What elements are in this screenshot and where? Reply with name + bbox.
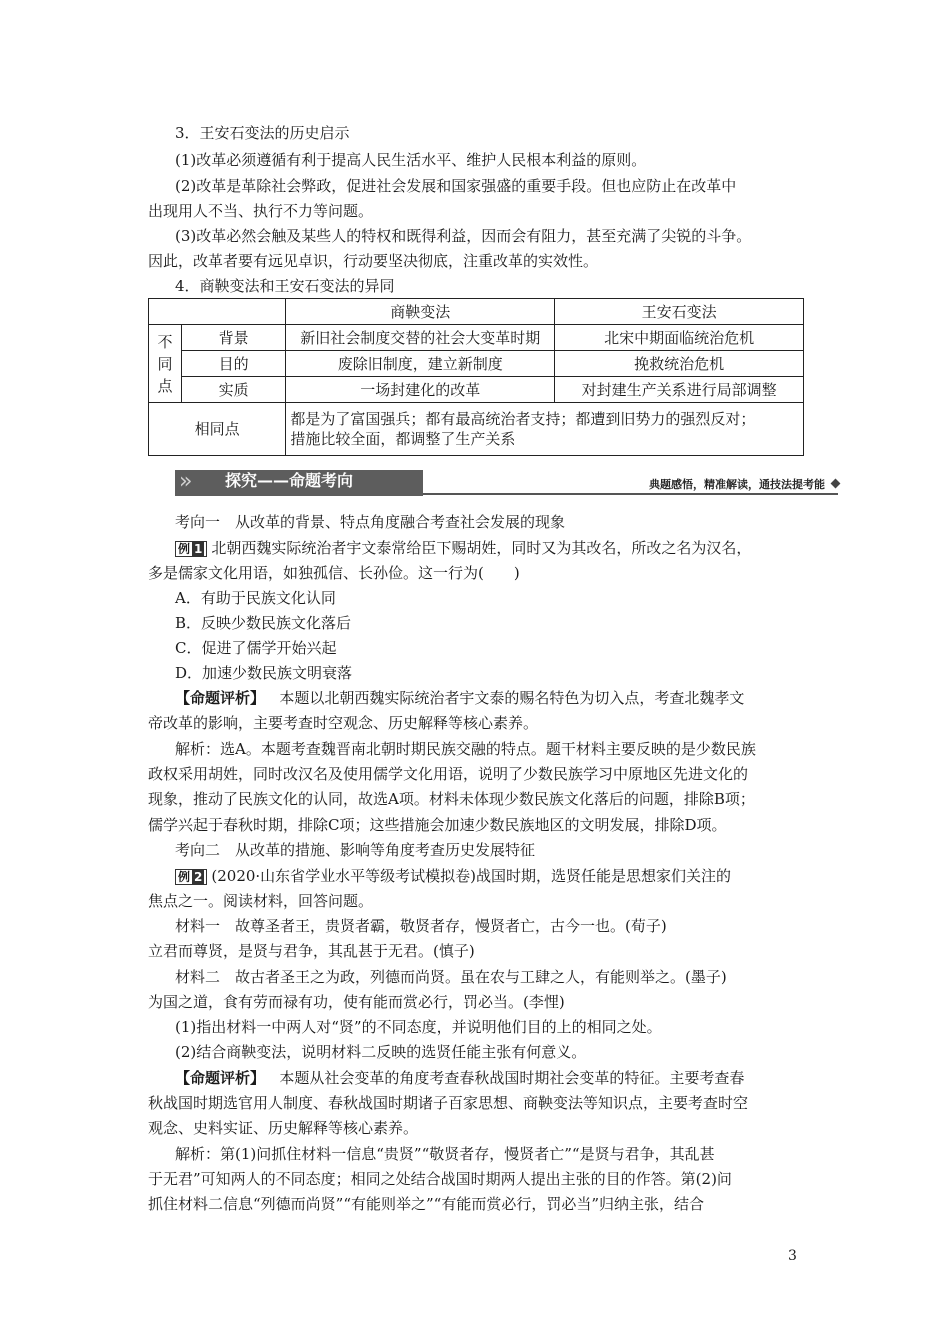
- option-d: D．加速少数民族文明衰落: [175, 664, 353, 682]
- paragraph: 帝改革的影响，主要考查时空观念、历史解释等核心素养。: [148, 714, 539, 732]
- paragraph: 观念、史料实证、历史解释等核心素养。: [148, 1119, 419, 1137]
- table-row: [149, 377, 804, 403]
- table-row: [149, 403, 804, 456]
- example2-question: 例 2 (2020·山东省学业水平等级考试模拟卷)战国时期，选贤任能是思想家们关注的: [175, 866, 835, 886]
- paragraph: 因此，改革者要有远见卓识，行动要坚决彻底，注重改革的实效性。: [148, 252, 599, 270]
- option-b: B．反映少数民族文化落后: [175, 614, 352, 632]
- evaluation: 【命题评析】 本题从社会变革的角度考查春秋战国时期社会变革的特征。主要考查春: [175, 1069, 745, 1087]
- material: 材料二 故古者圣王之为政，列德而尚贤。虽在农与工肆之人，有能则举之。(墨子): [175, 968, 727, 986]
- table-header-row: [149, 299, 804, 325]
- evaluation: 【命题评析】 本题以北朝西魏实际统治者宇文泰的赐名特色为切入点，考查北魏孝文: [175, 689, 745, 707]
- evaluation-label: 【命题评析】: [175, 1069, 266, 1087]
- material: 立君而尊贤，是贤与君争，其乱甚于无君。(慎子): [148, 942, 475, 960]
- same-text-line: 措施比较全面，都调整了生产关系: [290, 430, 516, 448]
- table-header-cell: 商鞅变法: [286, 299, 555, 325]
- example-tag: 例 1: [175, 541, 207, 557]
- table-cell: 挽救统治危机: [555, 351, 804, 377]
- paragraph: 于无君”可知两人的不同态度；相同之处结合战国时期两人提出主张的目的作答。第(2)问: [148, 1170, 732, 1188]
- table-cell: 北宋中期面临统治危机: [555, 325, 804, 351]
- section3-heading: 3．王安石变法的历史启示: [175, 124, 350, 142]
- diff-label: 不同点: [157, 332, 173, 395]
- subquestion: (2)结合商鞅变法，说明材料二反映的选贤任能主张有何意义。: [175, 1043, 587, 1061]
- paragraph: 儒学兴起于春秋时期，排除C项；这些措施会加速少数民族地区的文明发展，排除D项。: [148, 816, 727, 834]
- table-cell: 废除旧制度，建立新制度: [286, 351, 555, 377]
- table-row: [149, 351, 804, 377]
- answer: 解析：第(1)问抓住材料一信息“贵贤”“敬贤者存，慢贤者亡”“是贤与君争，其乱甚: [175, 1145, 715, 1163]
- diff-label-cell: [149, 325, 182, 403]
- comparison-table: [148, 298, 804, 456]
- paragraph: 秋战国时期选官用人制度、春秋战国时期诸子百家思想、商鞅变法等知识点，主要考查时空: [148, 1094, 749, 1112]
- paragraph: 多是儒家文化用语，如独孤信、长孙俭。这一行为( ): [148, 564, 520, 582]
- table-cell: 新旧社会制度交替的社会大变革时期: [286, 325, 555, 351]
- direction2-heading: 考向二 从改革的措施、影响等角度考查历史发展特征: [175, 841, 536, 859]
- option-c: C．促进了儒学开始兴起: [175, 639, 337, 657]
- table-row-label: 实质: [182, 377, 286, 403]
- paragraph: 抓住材料二信息“列德而尚贤”“有能则举之”“有能而赏必行，罚必当”归纳主张，结合: [148, 1195, 705, 1213]
- banner-divider: [423, 493, 838, 495]
- paragraph: (2)改革是革除社会弊政，促进社会发展和国家强盛的重要手段。但也应防止在改革中: [175, 177, 737, 195]
- paragraph: 现象，推动了民族文化的认同，故选A项。材料未体现少数民族文化落后的问题，排除B项；: [148, 790, 755, 808]
- double-chevron-icon: »: [179, 469, 193, 494]
- paragraph: 出现用人不当、执行不力等问题。: [148, 202, 374, 220]
- evaluation-label: 【命题评析】: [175, 689, 266, 707]
- subquestion: (1)指出材料一中两人对“贤”的不同态度，并说明他们目的上的相同之处。: [175, 1018, 662, 1036]
- table-row-label: 目的: [182, 351, 286, 377]
- same-label-cell: 相同点: [149, 403, 286, 456]
- same-text-line: 都是为了富国强兵；都有最高统治者支持；都遭到旧势力的强烈反对；: [290, 410, 756, 428]
- section-banner: [175, 468, 855, 498]
- diamond-icon: [831, 479, 841, 489]
- answer: 解析：选A。本题考查魏晋南北朝时期民族交融的特点。题干材料主要反映的是少数民族: [175, 740, 756, 758]
- section4-heading: 4．商鞅变法和王安石变法的异同: [175, 277, 395, 295]
- paragraph: 政权采用胡姓，同时改汉名及使用儒学文化用语，说明了少数民族学习中原地区先进文化的: [148, 765, 749, 783]
- paragraph: (1)改革必须遵循有利于提高人民生活水平、维护人民根本利益的原则。: [175, 151, 647, 169]
- paragraph: 焦点之一。阅读材料，回答问题。: [148, 892, 374, 910]
- option-a: A．有助于民族文化认同: [175, 589, 336, 607]
- table-row-label: 背景: [182, 325, 286, 351]
- table-row: [149, 325, 804, 351]
- table-corner-cell: [149, 299, 286, 325]
- paragraph: (3)改革必然会触及某些人的特权和既得利益，因而会有阻力，甚至充满了尖锐的斗争。: [175, 227, 752, 245]
- material: 材料一 故尊圣者王，贵贤者霸，敬贤者存，慢贤者亡，古今一也。(荀子): [175, 917, 667, 935]
- direction1-heading: 考向一 从改革的背景、特点角度融合考查社会发展的现象: [175, 513, 566, 531]
- page-number: 3: [788, 1248, 797, 1264]
- same-text-cell: [286, 403, 804, 456]
- table-cell: 对封建生产关系进行局部调整: [555, 377, 804, 403]
- banner-title: 探究——命题考向: [225, 471, 354, 490]
- example-tag: 例 2: [175, 869, 207, 885]
- banner-subtitle: 典题感悟，精准解读，通技法提考能: [649, 478, 825, 491]
- table-cell: 一场封建化的改革: [286, 377, 555, 403]
- table-header-cell: 王安石变法: [555, 299, 804, 325]
- example1-question: 例 1 北朝西魏实际统治者宇文泰常给臣下赐胡姓，同时又为其改名，所改之名为汉名，: [175, 538, 835, 558]
- material: 为国之道，食有劳而禄有功，使有能而赏必行，罚必当。(李悝): [148, 993, 565, 1011]
